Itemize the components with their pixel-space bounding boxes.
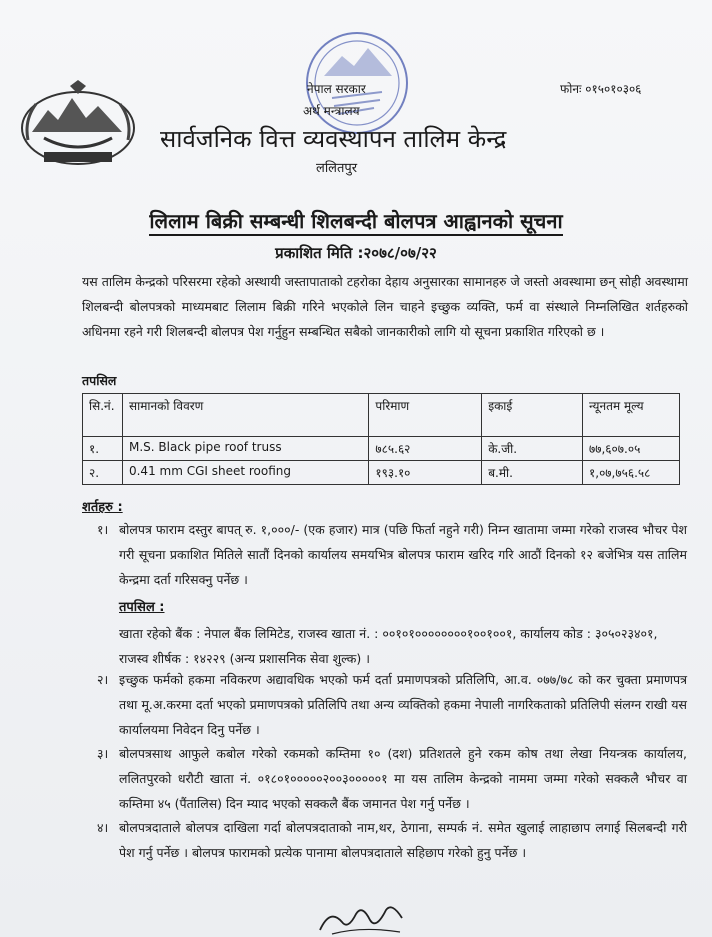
condition-item	[97, 815, 687, 865]
conditions-label: शर्तहरु :	[82, 500, 123, 515]
table-cell: १.	[83, 437, 123, 461]
column-header: इकाई	[482, 394, 583, 437]
table-cell: ७८५.६२	[369, 437, 482, 461]
bank-details: खाता रहेको बैंक : नेपाल बैंक लिमिटेड, राजस्व खाता नं. : ००१०१००००००००१००१००१, कार्यालय कोड : ३०५०२३४०१, राजस्व शीर्षक : १४२२९ (अन्य प्रशासनिक सेवा शुल्क) ।	[119, 626, 658, 666]
condition-item	[97, 667, 687, 742]
city-name: ललितपुर	[316, 161, 358, 176]
table-cell: १,०७,७५६.५८	[583, 461, 680, 485]
table-row	[83, 461, 680, 485]
phone-number: फोनः ०१५०१०३०६	[560, 82, 642, 96]
published-date: प्रकाशित मिति :२०७८/०७/२२	[275, 244, 437, 262]
table-cell: M.S. Black pipe roof truss	[122, 437, 368, 461]
condition-number: ३।	[97, 746, 109, 761]
table-header-row	[83, 394, 680, 437]
items-table	[82, 393, 680, 485]
government-line: नेपाल सरकार	[307, 82, 366, 96]
table-cell: २.	[83, 461, 123, 485]
column-header: सि.नं.	[83, 394, 123, 437]
table-row	[83, 437, 680, 461]
condition-text: बोलपत्रदाताले बोलपत्र दाखिला गर्दा बोलपत्रदाताको नाम,थर, ठेगाना, सम्पर्क नं. समेत खुलाई लाहाछाप लगाई सिलबन्दी गरी पेश गर्नु पर्नेछ । बोलपत्र फारामको प्रत्येक पानामा बोलपत्रदाताले सहिछाप गरेको हुनु पर्नेछ ।	[119, 820, 687, 860]
condition-text: बोलपत्र फाराम दस्तुर बापत् रु. १,०००/- (एक हजार) मात्र (पछि फिर्ता नहुने गरी) निम्न खातामा जम्मा गरेको राजस्व भौचर पेश गरी सूचना प्रकाशित मितिले सातौं दिनको कार्यालय समयभित्र बोलपत्र फाराम खरिद गरि आठौं दिनको १२ बजेभित्र यस तालिम केन्द्रमा दर्ता गरिसक्नु पर्नेछ ।	[119, 522, 687, 587]
organization-name: सार्वजनिक वित्त व्यवस्थापन तालिम केन्द्र	[160, 125, 507, 153]
intro-paragraph: यस तालिम केन्द्रको परिसरमा रहेको अस्थायी जस्तापाताको टहरोका देहाय अनुसारका सामानहरु जे जस्तो अवस्थामा छन् सोही अवस्थामा शिलबन्दी बोलपत्रको माध्यमबाट लिलाम बिक्री गरिने भएकोले लिन चाहने इच्छुक व्यक्ति, फर्म वा संस्थाले निम्नलिखित शर्तहरुको अधिनमा रहने गरी शिलबन्दी बोलपत्र पेश गर्नुहुन सम्बन्धित सबैको जानकारीको लागि यो सूचना प्रकाशित गरिएको छ ।	[82, 274, 688, 339]
nepal-emblem-icon	[14, 80, 142, 170]
column-header: परिमाण	[369, 394, 482, 437]
schedule-label: तपसिल	[82, 373, 117, 388]
notice-title: लिलाम बिक्री सम्बन्धी शिलबन्दी बोलपत्र आह्वानको सूचना	[149, 209, 562, 236]
bank-details-label: तपसिल :	[119, 600, 165, 615]
condition-text: बोलपत्रसाथ आफुले कबोल गरेको रकमको कम्तिमा १० (दश) प्रतिशतले हुने रकम कोष तथा लेखा नियन्त्रक कार्यालय, ललितपुरको धरौटी खाता नं. ०१८०१०००००२००३०००००१ मा यस तालिम केन्द्रको नाममा जम्मा गरेको सक्कलै भौचर वा कम्तिमा ४५ (पैंतालिस) दिन म्याद भएको सक्कलै बैंक जमानत पेश गर्नु पर्नेछ ।	[119, 746, 687, 811]
table-cell: ७७,६०७.०५	[583, 437, 680, 461]
signature-icon	[312, 900, 412, 937]
condition-item	[97, 741, 687, 816]
table-cell: १९३.१०	[369, 461, 482, 485]
table-cell: 0.41 mm CGI sheet roofing	[122, 461, 368, 485]
condition-number: ४।	[97, 820, 109, 835]
condition-number: १।	[97, 522, 109, 537]
column-header: सामानको विवरण	[122, 394, 368, 437]
notice-title-wrap	[0, 207, 712, 234]
column-header: न्यूनतम मूल्य	[583, 394, 680, 437]
condition-item	[97, 517, 687, 592]
ministry-line: अर्थ मन्त्रालय	[303, 104, 360, 118]
condition-text: इच्छुक फर्मको हकमा नविकरण अद्यावधिक भएको फर्म दर्ता प्रमाणपत्रको प्रतिलिपि, आ.व. ०७७/७८ को कर चुक्ता प्रमाणपत्र तथा मू.अ.करमा दर्ता भएको प्रमाणपत्रको प्रतिलिपि तथा अन्य व्यक्तिको हकमा नेपाली नागरिकताको प्रतिलिपी संलग्न राखी यस कार्यालयमा निवेदन दिनु पर्नेछ ।	[119, 672, 687, 737]
table-cell: के.जी.	[482, 437, 583, 461]
condition-number: २।	[97, 672, 109, 687]
table-cell: ब.मी.	[482, 461, 583, 485]
